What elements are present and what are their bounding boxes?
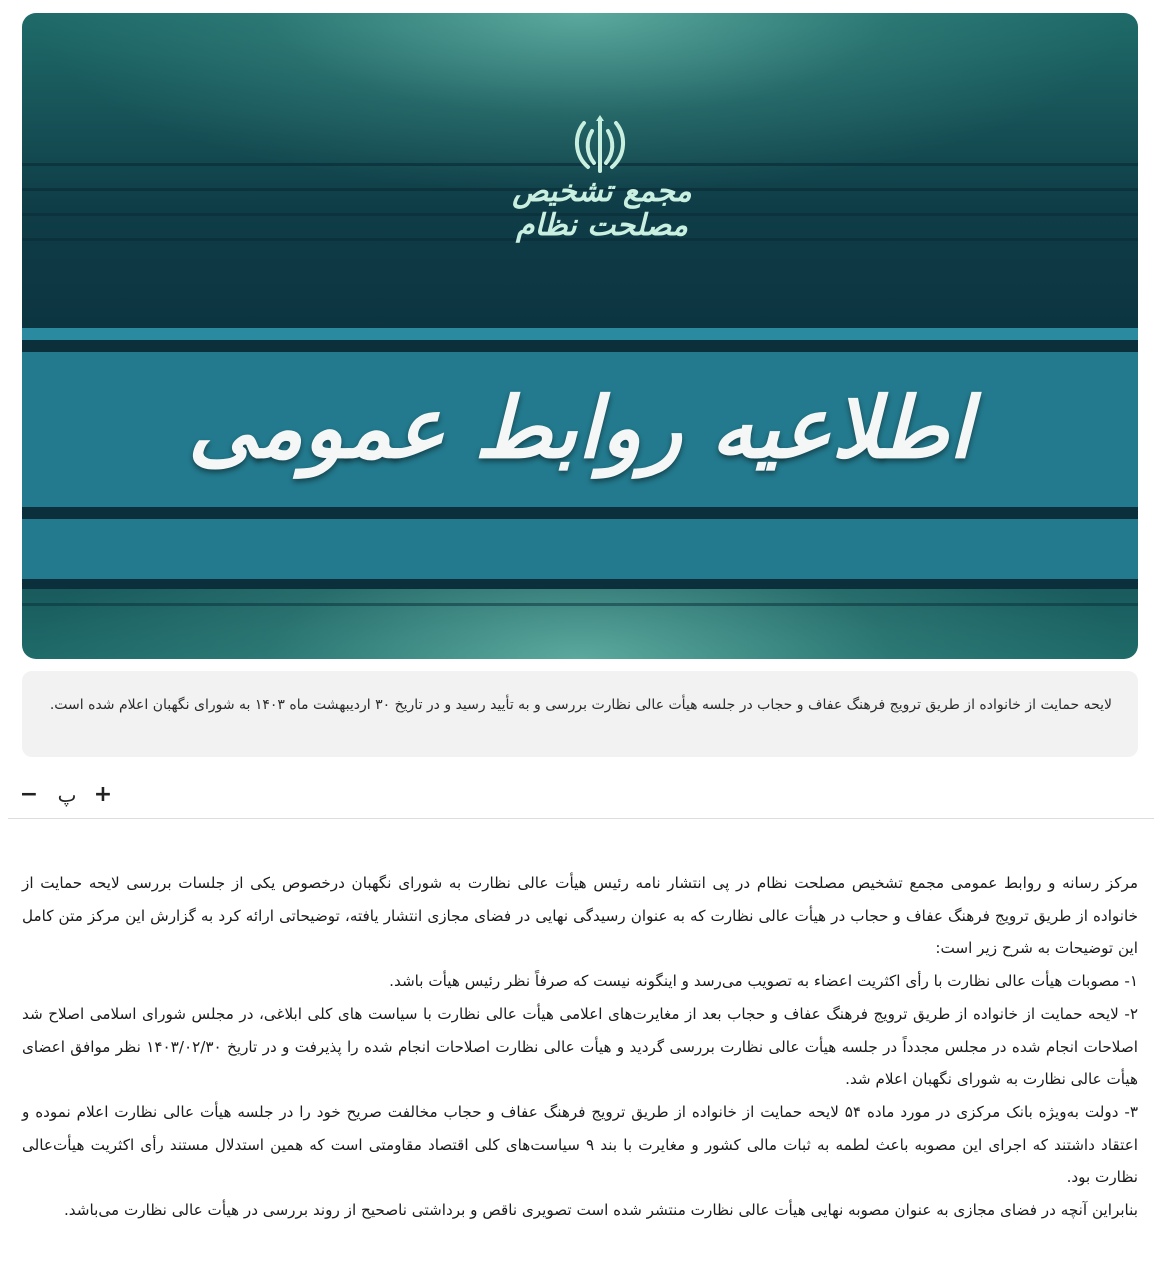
divider xyxy=(8,818,1154,819)
article-conclusion: بنابراین آنچه در فضای مجازی به عنوان مصوبه نهایی هیأت عالی نظارت منتشر شده است تصویری ناقص و برداشتی ناصحیح از روند بررسی در هیأت عالی نظارت می‌باشد. xyxy=(63,1201,1138,1220)
increase-font-button[interactable]: + xyxy=(93,782,113,807)
article-item-1: ۱- مصوبات هیأت عالی نظارت با رأی اکثریت اعضاء به تصویب می‌رسد و اینگونه نیست که صرفاً نظر رئیس هیأت باشد. xyxy=(389,972,1138,991)
header-banner xyxy=(22,13,1138,659)
article-body xyxy=(22,867,1138,1227)
article-item-2: ۲- لایحه حمایت از خانواده از طریق ترویج فرهنگ عفاف و حجاب بعد از مغایرت‌های اعلامی هیأت عالی نظارت با سیاست های کلی ابلاغی، در مجلس شورای اسلامی اصلاح شد اصلاحات انجام شده در مجلس مجدداً در جلسه هیأت عالی نظارت بررسی گردید و هیأت عالی نظارت اصلاحات انجام شده را پذیرفت و در تاریخ ۱۴۰۳/۰۲/۳۰ نظر موافق اعضای هیأت عالی نظارت به شورای نگهبان اعلام شد. xyxy=(22,1004,1138,1089)
lead-summary: لایحه حمایت از خانواده از طریق ترویج فرهنگ عفاف و حجاب در جلسه هیأت عالی نظارت بررسی و به تأیید رسید و در تاریخ ۳۰ اردیبهشت ماه ۱۴۰۳ به شورای نگهبان اعلام شده است. xyxy=(22,671,1138,757)
banner-decoration xyxy=(22,13,1138,659)
iran-emblem-icon xyxy=(570,113,630,177)
banner-title: اطلاعیه روابط عمومی xyxy=(188,378,972,477)
article-item-3: ۳- دولت به‌ویژه بانک مرکزی در مورد ماده ۵۴ لایحه حمایت از خانواده از طریق ترویج فرهنگ عفاف و حجاب مخالفت صریح خود را در جلسه هیأت عالی نظارت اعلام نموده و اعتقاد داشتند که اجرای این مصوبه باعث لطمه به ثبات مالی کشور و مغایرت با بند ۹ سیاست‌های کلی اقتصاد مقاومتی است که همین استدلال مستند رأی اکثریت هیأت‌عالی نظارت بود. xyxy=(22,1102,1138,1187)
org-name: مجمع تشخیص مصلحت نظام xyxy=(512,174,692,243)
article-intro: مرکز رسانه و روابط عمومی مجمع تشخیص مصلحت نظام در پی انتشار نامه رئیس هیأت عالی نظارت به شورای نگهبان درخصوص یکی از جلسات بررسی لایحه حمایت از خانواده از طریق ترویج فرهنگ عفاف و حجاب در هیأت عالی نظارت که به عنوان رسیدگی نهایی در فضای مجازی انتشار یافته، توضیحاتی ارائه کرد به گزارش این مرکز متن کامل این توضیحات به شرح زیر است: xyxy=(22,874,1138,958)
decrease-font-button[interactable]: − xyxy=(19,782,39,807)
font-size-label: پ xyxy=(57,783,77,807)
font-size-controls xyxy=(18,780,128,810)
